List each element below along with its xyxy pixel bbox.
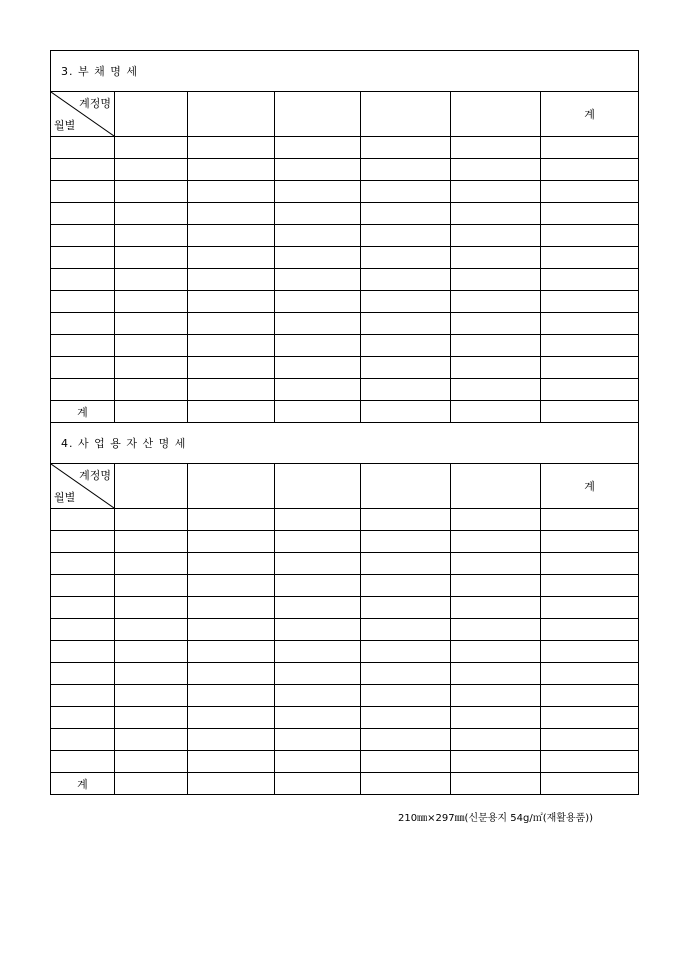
table-row (51, 685, 639, 707)
amount-cell[interactable] (275, 663, 361, 685)
amount-cell[interactable] (541, 181, 639, 203)
amount-cell[interactable] (115, 313, 188, 335)
month-cell[interactable] (51, 313, 115, 335)
amount-cell[interactable] (115, 685, 188, 707)
amount-cell[interactable] (115, 225, 188, 247)
amount-cell[interactable] (361, 247, 451, 269)
total-cell[interactable] (361, 401, 451, 423)
table-row (51, 509, 639, 531)
amount-cell[interactable] (275, 509, 361, 531)
month-cell[interactable] (51, 663, 115, 685)
amount-cell[interactable] (541, 751, 639, 773)
month-cell[interactable] (51, 269, 115, 291)
month-cell[interactable] (51, 137, 115, 159)
amount-cell[interactable] (275, 159, 361, 181)
amount-cell[interactable] (451, 575, 541, 597)
month-cell[interactable] (51, 751, 115, 773)
amount-cell[interactable] (541, 335, 639, 357)
amount-cell[interactable] (361, 707, 451, 729)
month-cell[interactable] (51, 159, 115, 181)
form-sheet (50, 50, 638, 795)
amount-cell[interactable] (451, 619, 541, 641)
month-cell[interactable] (51, 181, 115, 203)
account-name-cell[interactable] (188, 92, 275, 137)
amount-cell[interactable] (115, 575, 188, 597)
amount-cell[interactable] (541, 137, 639, 159)
amount-cell[interactable] (451, 225, 541, 247)
total-row-label: 계 (51, 773, 115, 795)
amount-cell[interactable] (115, 159, 188, 181)
amount-cell[interactable] (451, 159, 541, 181)
section-title: 4. 사 업 용 자 산 명 세 (51, 423, 639, 464)
total-column-header: 계 (541, 92, 639, 137)
diagonal-header-cell (51, 92, 115, 137)
amount-cell[interactable] (541, 247, 639, 269)
amount-cell[interactable] (361, 553, 451, 575)
table-row (51, 751, 639, 773)
amount-cell[interactable] (541, 379, 639, 401)
amount-cell[interactable] (451, 729, 541, 751)
amount-cell[interactable] (361, 729, 451, 751)
month-cell[interactable] (51, 379, 115, 401)
amount-cell[interactable] (361, 597, 451, 619)
total-row-label: 계 (51, 401, 115, 423)
amount-cell[interactable] (188, 379, 275, 401)
table-row (51, 137, 639, 159)
col-header-label: 계정명 (79, 469, 111, 482)
month-cell[interactable] (51, 335, 115, 357)
amount-cell[interactable] (361, 641, 451, 663)
amount-cell[interactable] (188, 203, 275, 225)
amount-cell[interactable] (188, 159, 275, 181)
amount-cell[interactable] (275, 379, 361, 401)
amount-cell[interactable] (451, 641, 541, 663)
amount-cell[interactable] (188, 225, 275, 247)
amount-cell[interactable] (115, 751, 188, 773)
amount-cell[interactable] (275, 707, 361, 729)
amount-cell[interactable] (541, 575, 639, 597)
account-name-cell[interactable] (451, 464, 541, 509)
table-row (51, 313, 639, 335)
amount-cell[interactable] (115, 707, 188, 729)
total-cell[interactable] (451, 401, 541, 423)
amount-cell[interactable] (115, 553, 188, 575)
amount-cell[interactable] (275, 291, 361, 313)
amount-cell[interactable] (541, 597, 639, 619)
table-row (51, 203, 639, 225)
total-cell[interactable] (541, 773, 639, 795)
amount-cell[interactable] (275, 137, 361, 159)
amount-cell[interactable] (541, 531, 639, 553)
section-title: 3. 부 채 명 세 (51, 51, 639, 92)
amount-cell[interactable] (188, 137, 275, 159)
amount-cell[interactable] (275, 181, 361, 203)
amount-cell[interactable] (115, 203, 188, 225)
account-name-cell[interactable] (451, 92, 541, 137)
amount-cell[interactable] (188, 247, 275, 269)
amount-cell[interactable] (115, 531, 188, 553)
col-header-label: 계정명 (79, 97, 111, 110)
amount-cell[interactable] (451, 379, 541, 401)
month-cell[interactable] (51, 357, 115, 379)
amount-cell[interactable] (451, 181, 541, 203)
amount-cell[interactable] (541, 313, 639, 335)
table-row (51, 379, 639, 401)
amount-cell[interactable] (115, 181, 188, 203)
month-cell[interactable] (51, 225, 115, 247)
amount-cell[interactable] (115, 247, 188, 269)
amount-cell[interactable] (188, 663, 275, 685)
amount-cell[interactable] (451, 553, 541, 575)
amount-cell[interactable] (188, 597, 275, 619)
amount-cell[interactable] (361, 181, 451, 203)
amount-cell[interactable] (188, 641, 275, 663)
amount-cell[interactable] (188, 531, 275, 553)
amount-cell[interactable] (541, 707, 639, 729)
amount-cell[interactable] (451, 291, 541, 313)
table-row (51, 159, 639, 181)
amount-cell[interactable] (115, 663, 188, 685)
month-cell[interactable] (51, 531, 115, 553)
business-assets-table (50, 423, 639, 795)
month-cell[interactable] (51, 729, 115, 751)
account-name-cell[interactable] (275, 464, 361, 509)
liabilities-table (50, 50, 639, 423)
amount-cell[interactable] (361, 203, 451, 225)
amount-cell[interactable] (361, 379, 451, 401)
amount-cell[interactable] (188, 181, 275, 203)
amount-cell[interactable] (188, 751, 275, 773)
month-cell[interactable] (51, 247, 115, 269)
amount-cell[interactable] (275, 619, 361, 641)
amount-cell[interactable] (361, 531, 451, 553)
amount-cell[interactable] (188, 357, 275, 379)
amount-cell[interactable] (188, 509, 275, 531)
amount-cell[interactable] (115, 357, 188, 379)
amount-cell[interactable] (275, 225, 361, 247)
amount-cell[interactable] (188, 553, 275, 575)
amount-cell[interactable] (451, 685, 541, 707)
amount-cell[interactable] (361, 619, 451, 641)
account-name-cell[interactable] (275, 92, 361, 137)
amount-cell[interactable] (115, 641, 188, 663)
amount-cell[interactable] (451, 137, 541, 159)
amount-cell[interactable] (188, 313, 275, 335)
amount-cell[interactable] (188, 707, 275, 729)
month-cell[interactable] (51, 619, 115, 641)
amount-cell[interactable] (115, 509, 188, 531)
table-row (51, 531, 639, 553)
amount-cell[interactable] (541, 553, 639, 575)
table-row (51, 335, 639, 357)
amount-cell[interactable] (275, 313, 361, 335)
amount-cell[interactable] (188, 575, 275, 597)
total-cell[interactable] (275, 401, 361, 423)
amount-cell[interactable] (275, 729, 361, 751)
row-header-label: 월별 (54, 491, 76, 504)
total-cell[interactable] (115, 773, 188, 795)
amount-cell[interactable] (451, 247, 541, 269)
table-row (51, 597, 639, 619)
amount-cell[interactable] (541, 641, 639, 663)
amount-cell[interactable] (451, 597, 541, 619)
amount-cell[interactable] (451, 531, 541, 553)
amount-cell[interactable] (541, 729, 639, 751)
amount-cell[interactable] (541, 685, 639, 707)
total-cell[interactable] (188, 773, 275, 795)
amount-cell[interactable] (541, 291, 639, 313)
amount-cell[interactable] (451, 707, 541, 729)
account-name-cell[interactable] (115, 92, 188, 137)
amount-cell[interactable] (451, 751, 541, 773)
amount-cell[interactable] (361, 509, 451, 531)
table-row (51, 575, 639, 597)
table-row (51, 225, 639, 247)
amount-cell[interactable] (451, 203, 541, 225)
amount-cell[interactable] (451, 269, 541, 291)
month-cell[interactable] (51, 575, 115, 597)
month-cell[interactable] (51, 597, 115, 619)
amount-cell[interactable] (541, 663, 639, 685)
month-cell[interactable] (51, 685, 115, 707)
table-row (51, 619, 639, 641)
amount-cell[interactable] (541, 225, 639, 247)
amount-cell[interactable] (115, 379, 188, 401)
amount-cell[interactable] (451, 313, 541, 335)
table-row (51, 553, 639, 575)
amount-cell[interactable] (275, 751, 361, 773)
amount-cell[interactable] (115, 269, 188, 291)
paper-spec-note: 210㎜×297㎜(신문용지 54g/㎡(재활용품)) (398, 813, 594, 824)
amount-cell[interactable] (275, 335, 361, 357)
amount-cell[interactable] (361, 575, 451, 597)
amount-cell[interactable] (361, 159, 451, 181)
total-cell[interactable] (361, 773, 451, 795)
month-cell[interactable] (51, 509, 115, 531)
month-cell[interactable] (51, 641, 115, 663)
amount-cell[interactable] (451, 335, 541, 357)
amount-cell[interactable] (541, 159, 639, 181)
amount-cell[interactable] (115, 729, 188, 751)
amount-cell[interactable] (541, 619, 639, 641)
amount-cell[interactable] (188, 335, 275, 357)
total-cell[interactable] (275, 773, 361, 795)
table-row (51, 247, 639, 269)
table-row (51, 729, 639, 751)
amount-cell[interactable] (275, 247, 361, 269)
amount-cell[interactable] (188, 269, 275, 291)
amount-cell[interactable] (541, 269, 639, 291)
amount-cell[interactable] (451, 663, 541, 685)
table-row (51, 269, 639, 291)
table-row (51, 663, 639, 685)
total-column-header: 계 (541, 464, 639, 509)
month-cell[interactable] (51, 553, 115, 575)
table-row (51, 641, 639, 663)
amount-cell[interactable] (115, 597, 188, 619)
total-cell[interactable] (115, 401, 188, 423)
amount-cell[interactable] (275, 357, 361, 379)
total-cell[interactable] (188, 401, 275, 423)
total-cell[interactable] (451, 773, 541, 795)
table-row (51, 357, 639, 379)
amount-cell[interactable] (361, 751, 451, 773)
amount-cell[interactable] (361, 663, 451, 685)
account-name-cell[interactable] (361, 92, 451, 137)
month-cell[interactable] (51, 203, 115, 225)
amount-cell[interactable] (115, 137, 188, 159)
amount-cell[interactable] (115, 291, 188, 313)
row-header-label: 월별 (54, 119, 76, 132)
amount-cell[interactable] (275, 641, 361, 663)
table-row (51, 291, 639, 313)
amount-cell[interactable] (361, 269, 451, 291)
account-name-cell[interactable] (115, 464, 188, 509)
table-row (51, 181, 639, 203)
liabilities-rows (51, 137, 639, 401)
amount-cell[interactable] (188, 619, 275, 641)
amount-cell[interactable] (275, 553, 361, 575)
month-cell[interactable] (51, 707, 115, 729)
amount-cell[interactable] (451, 509, 541, 531)
table-row (51, 707, 639, 729)
amount-cell[interactable] (115, 335, 188, 357)
amount-cell[interactable] (275, 597, 361, 619)
amount-cell[interactable] (275, 575, 361, 597)
diagonal-header-cell (51, 464, 115, 509)
business-assets-rows (51, 509, 639, 773)
account-name-cell[interactable] (188, 464, 275, 509)
month-cell[interactable] (51, 291, 115, 313)
amount-cell[interactable] (361, 685, 451, 707)
amount-cell[interactable] (188, 685, 275, 707)
amount-cell[interactable] (361, 291, 451, 313)
amount-cell[interactable] (275, 269, 361, 291)
amount-cell[interactable] (451, 357, 541, 379)
amount-cell[interactable] (275, 531, 361, 553)
amount-cell[interactable] (188, 291, 275, 313)
amount-cell[interactable] (361, 335, 451, 357)
amount-cell[interactable] (115, 619, 188, 641)
total-cell[interactable] (541, 401, 639, 423)
account-name-cell[interactable] (361, 464, 451, 509)
amount-cell[interactable] (361, 225, 451, 247)
amount-cell[interactable] (541, 509, 639, 531)
amount-cell[interactable] (275, 685, 361, 707)
amount-cell[interactable] (541, 203, 639, 225)
amount-cell[interactable] (361, 137, 451, 159)
amount-cell[interactable] (188, 729, 275, 751)
amount-cell[interactable] (361, 313, 451, 335)
amount-cell[interactable] (541, 357, 639, 379)
amount-cell[interactable] (361, 357, 451, 379)
amount-cell[interactable] (275, 203, 361, 225)
